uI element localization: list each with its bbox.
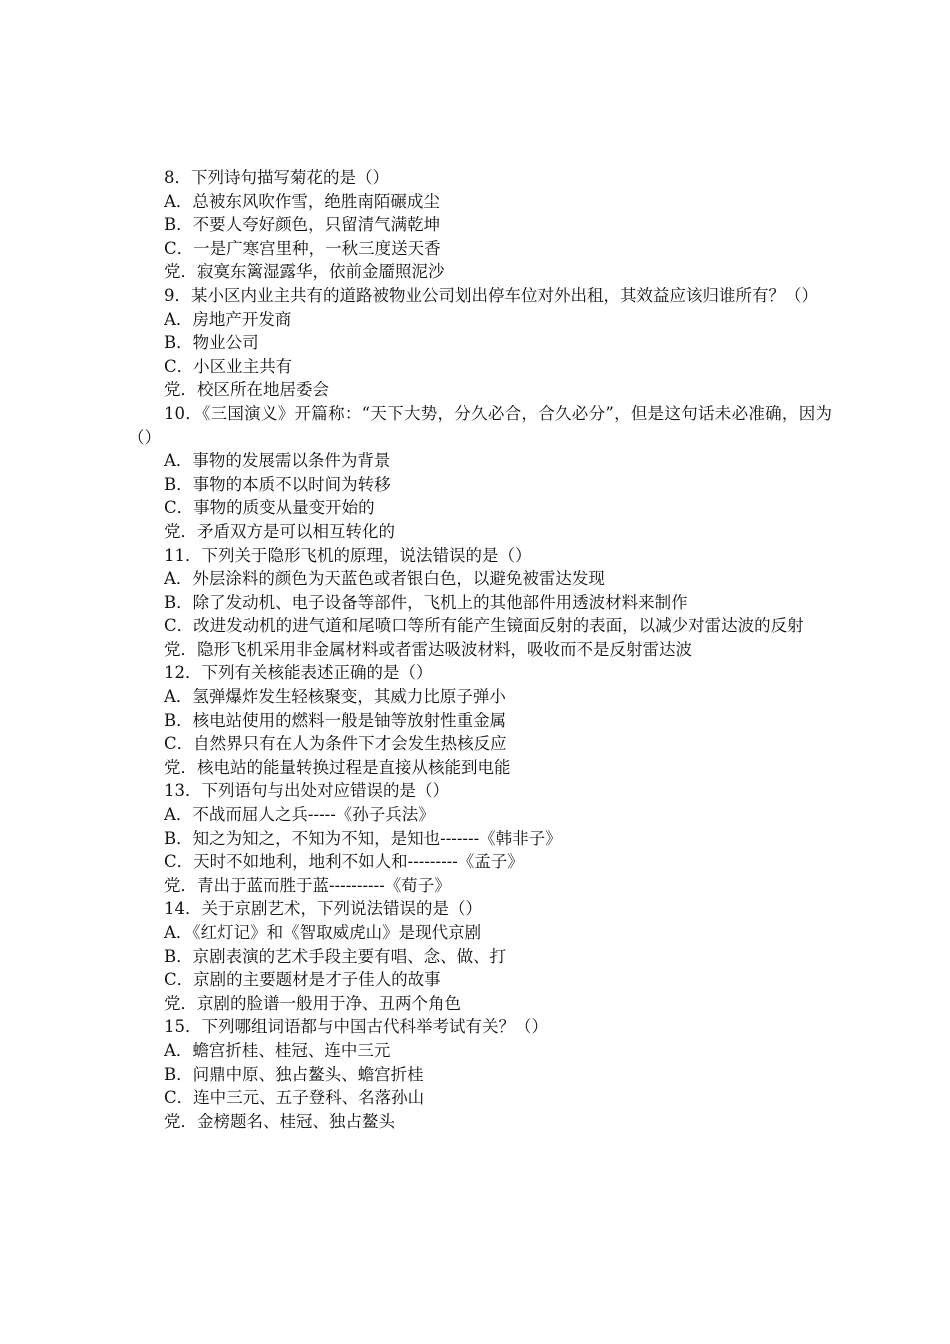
answer-option: B．核电站使用的燃料一般是铀等放射性重金属: [164, 710, 507, 730]
question-stem: 14．关于京剧艺术，下列说法错误的是（）: [164, 899, 482, 919]
option-list: [128, 190, 832, 284]
question-15: [128, 1015, 832, 1133]
question-13: [128, 779, 832, 897]
answer-option: 党．寂寞东篱湿露华，依前金靥照泥沙: [164, 262, 445, 282]
question-stem: 11．下列关于隐形飞机的原理，说法错误的是（）: [164, 545, 532, 565]
answer-option: B．物业公司: [164, 333, 259, 353]
answer-option: 党．矛盾双方是可以相互转化的: [164, 521, 395, 541]
answer-option: A．不战而屈人之兵-----《孙子兵法》: [164, 805, 435, 825]
answer-option: 党．青出于蓝而胜于蓝----------《荀子》: [164, 875, 451, 895]
question-stem: 8．下列诗句描写菊花的是（）: [164, 168, 389, 187]
answer-option: C．自然界只有在人为条件下才会发生热核反应: [164, 734, 507, 754]
answer-option: 党．京剧的脸谱一般用于净、丑两个角色: [164, 993, 461, 1013]
question-14: [128, 897, 832, 1015]
answer-option: A．总被东风吹作雪，绝胜南陌碾成尘: [164, 191, 440, 211]
answer-option: 党．核电站的能量转换过程是直接从核能到电能: [164, 757, 511, 777]
answer-option: A．氢弹爆炸发生轻核聚变，其威力比原子弹小: [164, 687, 506, 707]
answer-option: B．事物的本质不以时间为转移: [164, 474, 391, 494]
answer-option: B．问鼎中原、独占鳌头、蟾宫折桂: [164, 1064, 424, 1084]
answer-option: 党．隐形飞机采用非金属材料或者雷达吸波材料，吸收而不是反射雷达波: [164, 639, 692, 659]
option-list: [128, 803, 832, 897]
exam-page: [128, 166, 832, 1133]
question-stem: 12．下列有关核能表述正确的是（）: [164, 663, 433, 683]
answer-option: B．除了发动机、电子设备等部件，飞机上的其他部件用透波材料来制作: [164, 592, 688, 612]
answer-option: A．房地产开发商: [164, 309, 292, 329]
question-12: [128, 661, 832, 779]
answer-option: A．蟾宫折桂、桂冠、连中三元: [164, 1040, 391, 1060]
answer-option: A．事物的发展需以条件为背景: [164, 451, 391, 471]
option-list: [128, 685, 832, 779]
answer-option: B．京剧表演的艺术手段主要有唱、念、做、打: [164, 946, 507, 966]
answer-option: C．改进发动机的进气道和尾喷口等所有能产生镜面反射的表面，以减少对雷达波的反射: [164, 616, 804, 636]
option-list: [128, 1039, 832, 1133]
answer-option: A．外层涂料的颜色为天蓝色或者银白色，以避免被雷达发现: [164, 569, 605, 589]
question-stem: 10．《三国演义》开篇称：“天下大势，分久必合，合久必分”，但是这句话未必准确，因为（）: [128, 403, 832, 447]
question-stem: 13．下列语句与出处对应错误的是（）: [164, 781, 449, 801]
answer-option: 党．校区所在地居委会: [164, 380, 329, 400]
question-9: [128, 284, 832, 402]
answer-option: A．《红灯记》和《智取威虎山》是现代京剧: [164, 923, 482, 942]
answer-option: C．京剧的主要题材是才子佳人的故事: [164, 970, 441, 990]
answer-option: C．小区业主共有: [164, 356, 293, 376]
answer-option: C．一是广寒宫里种，一秋三度送天香: [164, 238, 441, 258]
question-stem: 9．某小区内业主共有的道路被物业公司划出停车位对外出租，其效益应该归谁所有？（）: [164, 285, 818, 305]
answer-option: C．事物的质变从量变开始的: [164, 498, 375, 518]
option-list: [128, 567, 832, 661]
answer-option: 党．金榜题名、桂冠、独占鳌头: [164, 1111, 395, 1131]
question-10: [128, 402, 832, 544]
option-list: [128, 449, 832, 543]
answer-option: C．连中三元、五子登科、名落孙山: [164, 1088, 425, 1108]
answer-option: B．不要人夸好颜色，只留清气满乾坤: [164, 215, 441, 235]
question-stem: 15．下列哪组词语都与中国古代科举考试有关？（）: [164, 1017, 548, 1037]
question-11: [128, 544, 832, 662]
option-list: [128, 308, 832, 402]
question-8: [128, 166, 832, 284]
option-list: [128, 921, 832, 1015]
answer-option: B．知之为知之，不知为不知，是知也-------《韩非子》: [164, 828, 562, 848]
answer-option: C．天时不如地利，地利不如人和---------《孟子》: [164, 852, 524, 872]
